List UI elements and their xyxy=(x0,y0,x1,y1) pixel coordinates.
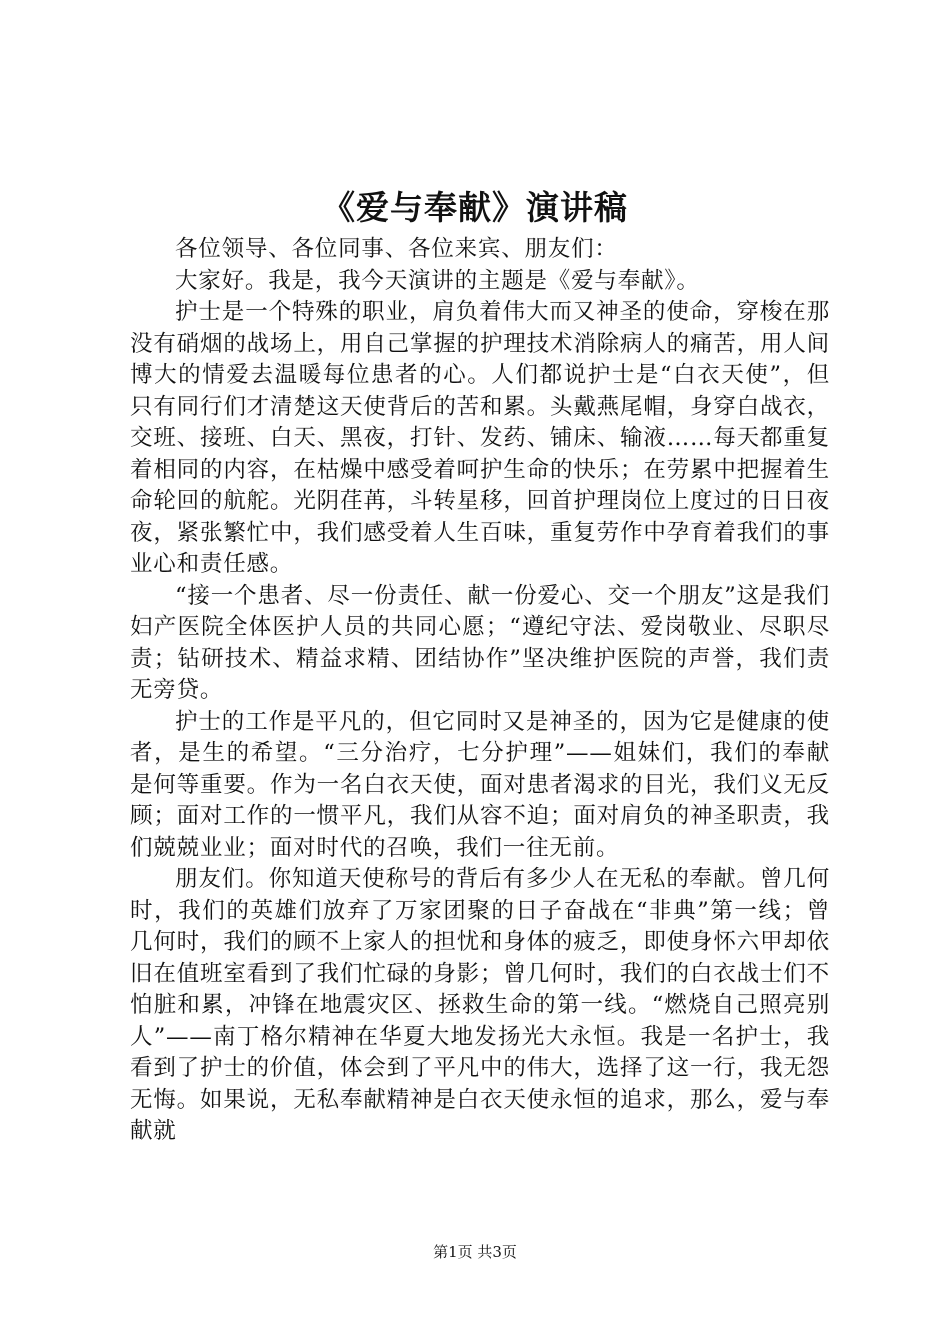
document-title: 《爱与奉献》演讲稿 xyxy=(322,188,628,227)
paragraph-dedication: 朋友们。你知道天使称号的背后有多少人在无私的奉献。曾几何时，我们的英雄们放弃了万家团聚的日子奋战在“非典”第一线；曾几何时，我们的顾不上家人的担忧和身体的疲乏，即使身怀六甲却依旧在值班室看到了我们忙碌的身影；曾几何时，我们的白衣战士们不怕脏和累，冲锋在地震灾区、拯救生命的第一线。“燃烧自己照亮别人”——南丁格尔精神在华夏大地发扬光大永恒。我是一名护士，我看到了护士的价值，体会到了平凡中的伟大，选择了这一行，我无怨无悔。如果说，无私奉献精神是白衣天使永恒的追求，那么，爱与奉献就 xyxy=(130,866,830,1144)
page-number: 第1页 共3页 xyxy=(433,1243,517,1261)
document-body xyxy=(130,234,830,1148)
paragraph-nurse-profession: 护士是一个特殊的职业，肩负着伟大而又神圣的使命，穿梭在那没有硝烟的战场上，用自己掌握的护理技术消除病人的痛苦，用人间博大的情爱去温暖每位患者的心。人们都说护士是“白衣天使”，但只有同行们才清楚这天使背后的苦和累。头戴燕尾帽，身穿白战衣，交班、接班、白天、黑夜，打针、发药、铺床、输液……每天都重复着相同的内容，在枯燥中感受着呵护生命的快乐；在劳累中把握着生命轮回的航舵。光阴荏苒，斗转星移，回首护理岗位上度过的日日夜夜，紧张繁忙中，我们感受着人生百味，重复劳作中孕育着我们的事业心和责任感。 xyxy=(130,299,830,577)
paragraph-hospital-vow: “接一个患者、尽一份责任、献一份爱心、交一个朋友”这是我们妇产医院全体医护人员的共同心愿；“遵纪守法、爱岗敬业、尽职尽责；钻研技术、精益求精、团结协作”坚决维护医院的声誉，我们责无旁贷。 xyxy=(130,582,830,703)
paragraph-greeting: 各位领导、各位同事、各位来宾、朋友们： xyxy=(175,236,618,262)
paragraph-nurse-work: 护士的工作是平凡的，但它同时又是神圣的，因为它是健康的使者，是生的希望。“三分治疗，七分护理”——姐妹们，我们的奉献是何等重要。作为一名白衣天使，面对患者渴求的目光，我们义无反顾；面对工作的一惯平凡，我们从容不迫；面对肩负的神圣职责，我们兢兢业业；面对时代的召唤，我们一往无前。 xyxy=(130,708,830,861)
paragraph-intro: 大家好。我是，我今天演讲的主题是《爱与奉献》。 xyxy=(175,267,700,294)
